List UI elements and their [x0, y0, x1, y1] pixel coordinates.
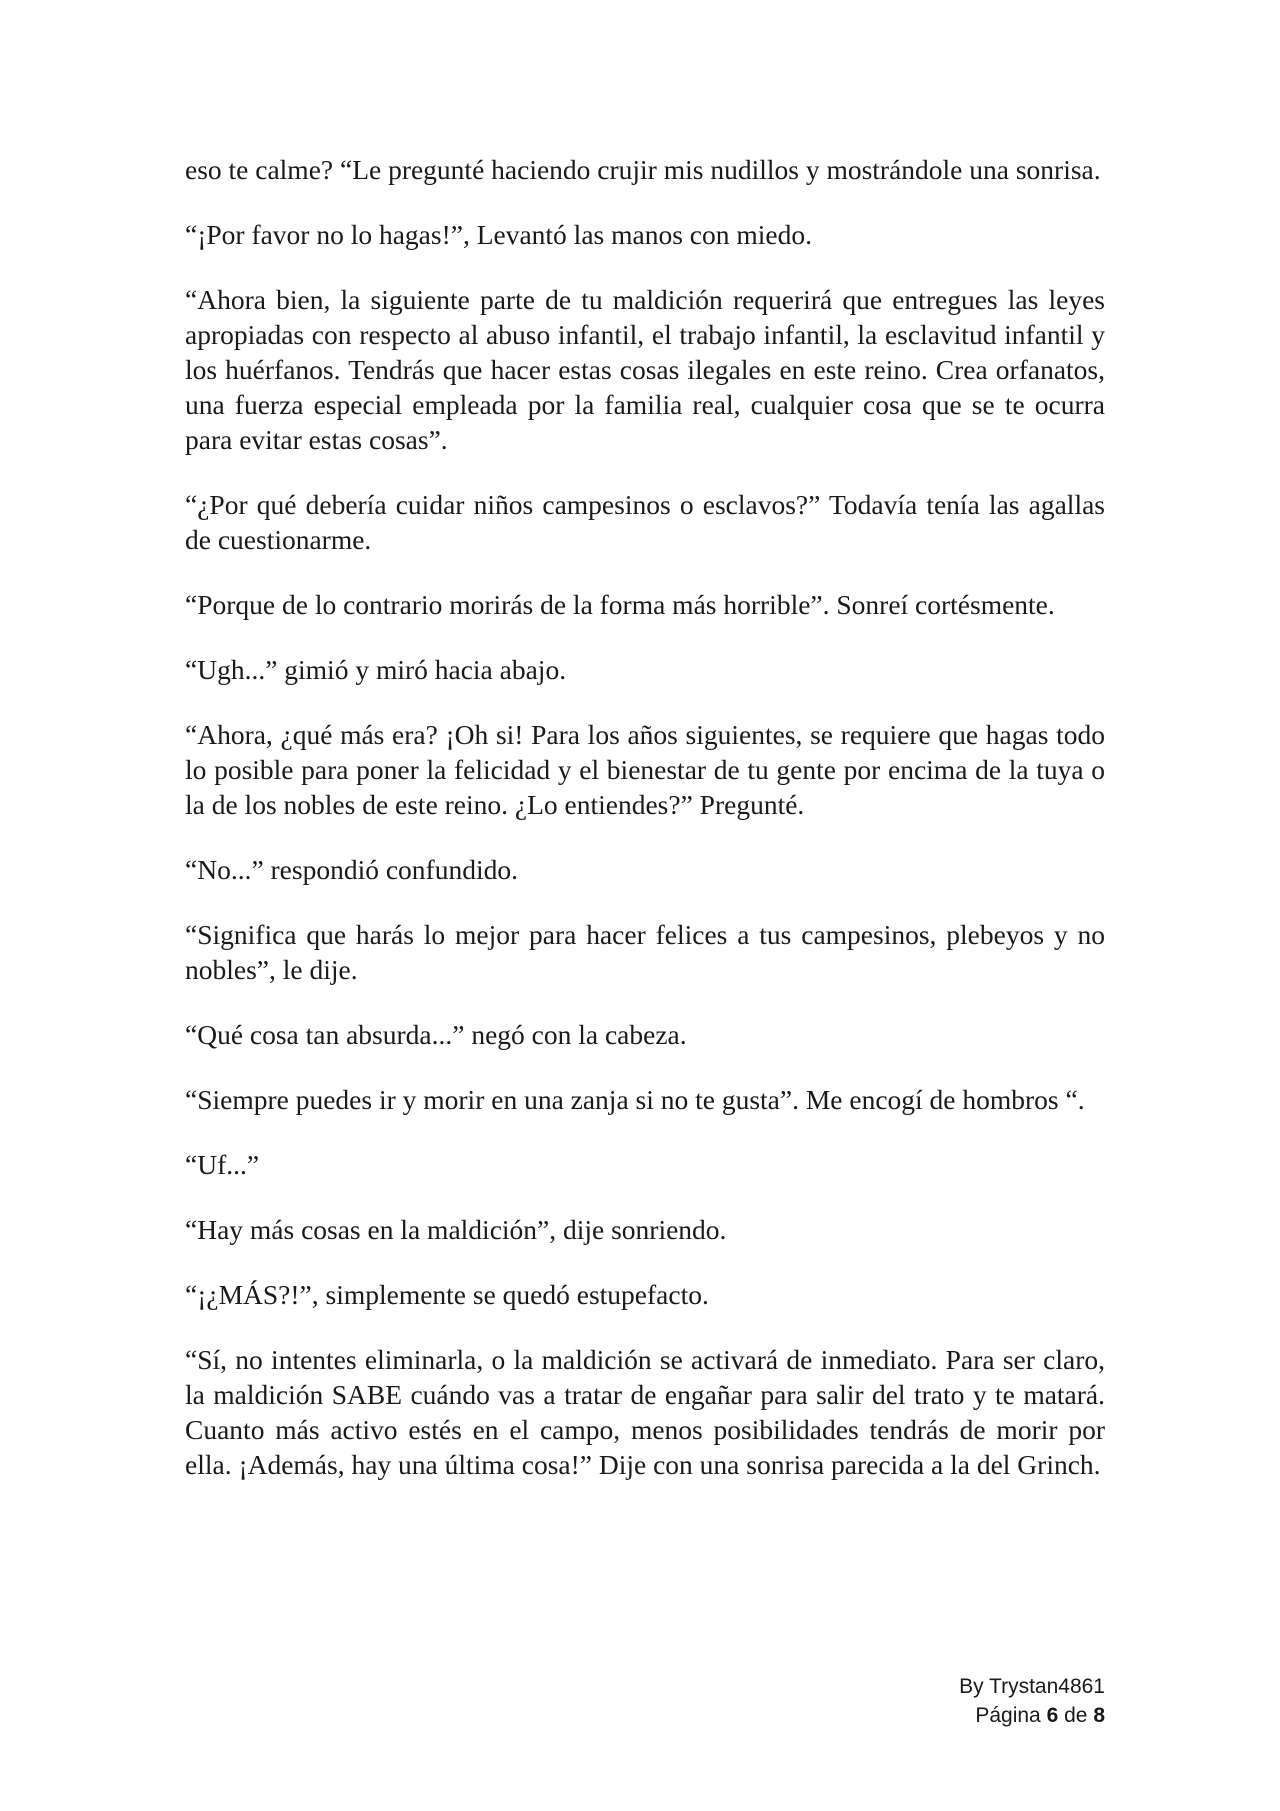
paragraph: “No...” respondió confundido.	[185, 854, 518, 885]
paragraph: “Ugh...” gimió y miró hacia abajo.	[185, 654, 567, 685]
paragraph: “Sí, no intentes eliminarla, o la maldición se activará de inmediato. Para ser claro, la maldición SABE cuándo vas a tratar de engañar para salir del trato y te matará. Cuanto más activo estés en el campo, menos posibilidades tendrás de morir por ella. ¡Además, hay una última cosa!” Dije con una sonrisa parecida a la del Grinch.	[185, 1344, 1105, 1480]
page-footer	[959, 1672, 1105, 1730]
page-sep: de	[1064, 1704, 1088, 1727]
page-number	[959, 1701, 1105, 1730]
paragraph: “¿Por qué debería cuidar niños campesinos o esclavos?” Todavía tenía las agallas de cuestionarme.	[185, 489, 1105, 555]
page-current: 6	[1046, 1704, 1059, 1727]
paragraph: “Ahora, ¿qué más era? ¡Oh si! Para los años siguientes, se requiere que hagas todo lo posible para poner la felicidad y el bienestar de tu gente por encima de la tuya o la de los nobles de este reino. ¿Lo entiendes?” Pregunté.	[185, 719, 1105, 820]
body-text	[185, 152, 1105, 1512]
paragraph: “Uf...”	[185, 1149, 260, 1180]
paragraph: “Porque de lo contrario morirás de la forma más horrible”. Sonreí cortésmente.	[185, 589, 1055, 620]
page-label: Página	[975, 1704, 1041, 1727]
paragraph: “Siempre puedes ir y morir en una zanja si no te gusta”. Me encogí de hombros “.	[185, 1084, 1085, 1115]
paragraph: eso te calme? “Le pregunté haciendo crujir mis nudillos y mostrándole una sonrisa.	[185, 154, 1101, 185]
paragraph: “¡¿MÁS?!”, simplemente se quedó estupefacto.	[185, 1279, 709, 1310]
paragraph: “Qué cosa tan absurda...” negó con la cabeza.	[185, 1019, 687, 1050]
paragraph: “Hay más cosas en la maldición”, dije sonriendo.	[185, 1214, 727, 1245]
paragraph: “Ahora bien, la siguiente parte de tu maldición requerirá que entregues las leyes apropiadas con respecto al abuso infantil, el trabajo infantil, la esclavitud infantil y los huérfanos. Tendrás que hacer estas cosas ilegales en este reino. Crea orfanatos, una fuerza especial empleada por la familia real, cualquier cosa que se te ocurra para evitar estas cosas”.	[185, 284, 1105, 455]
footer-author: By Trystan4861	[959, 1675, 1105, 1698]
page-total: 8	[1093, 1704, 1105, 1727]
paragraph: “¡Por favor no lo hagas!”, Levantó las manos con miedo.	[185, 219, 812, 250]
paragraph: “Significa que harás lo mejor para hacer felices a tus campesinos, plebeyos y no nobles”, le dije.	[185, 919, 1105, 985]
